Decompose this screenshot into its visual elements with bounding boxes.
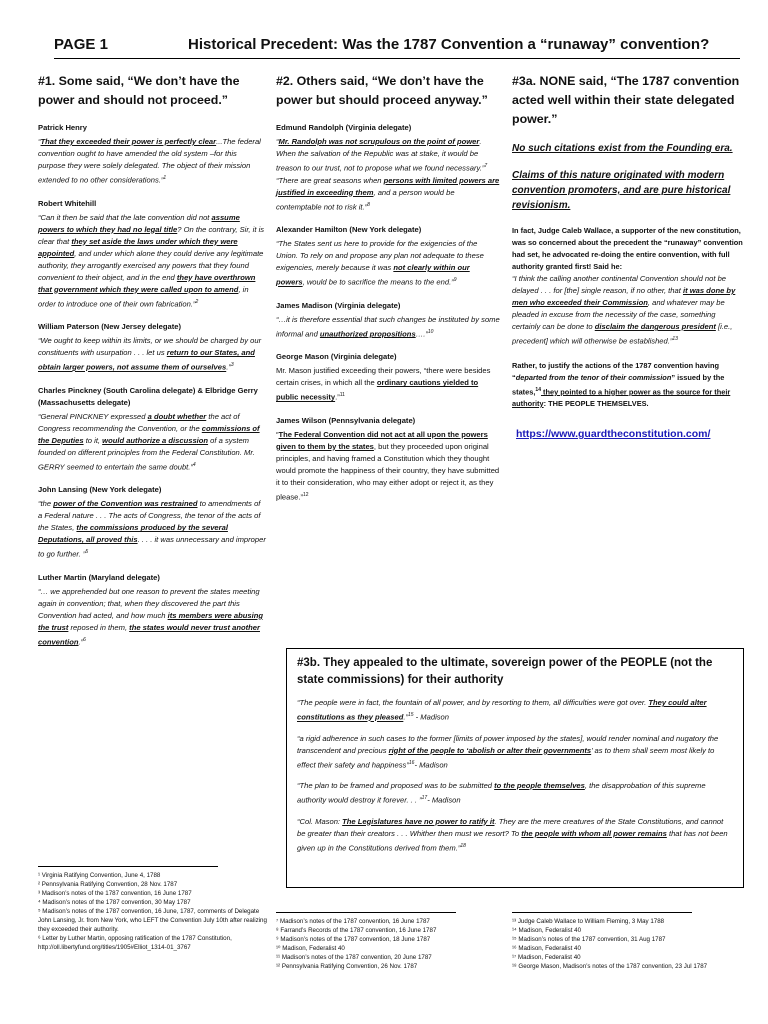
box-quote: “Col. Mason: The Legislatures have no power to ratify it. They are the mere creatures of the State Constitutions, and cannot be greater than their creators . . . Whither then must we resort? To the people with whom all power remains that has not been given up in the Constitutions derived from them.”$^{18}$	[297, 816, 728, 853]
speaker-name: Charles Pinckney (South Carolina delegate) & Elbridge Gerry (Massachusetts delegate)	[38, 385, 258, 407]
speaker-name: Luther Martin (Maryland delegate)	[38, 572, 160, 582]
section-3b-heading: #3b. They appealed to the ultimate, sovereign power of the PEOPLE (not the state commissions) for their authority	[297, 657, 713, 686]
speaker-quote: “That they exceeded their power is perfectly clear...The federal convention ought to have amended the old system –for this purpose they were solely delegated. The object of their mission extended to no other considerations.”$^1$	[38, 137, 261, 185]
entry-alexander-hamilton	[276, 224, 500, 289]
entry-pinckney-gerry	[38, 385, 266, 474]
footnote: ⁹ Madison’s notes of the 1787 convention, 18 June 1787	[276, 936, 431, 943]
footnote: ¹² Pennsylvania Ratifying Convention, 26 Nov. 1787	[276, 963, 418, 970]
footnote: ⁵ Madison’s notes of the 1787 convention, 16 June, 1787, comments of Delegate John Lansing, Jr. from New York, who LEFT the Convention July 10th after realizing they exceeded their authority.	[38, 908, 267, 933]
speaker-quote: “Can it then be said that the late convention did not assume powers to which they had no legal title? On the contrary, Sir, it is clear that they set aside the laws under which they were appointed, and under which alone they could derive any legitimate authority, they arrogantly exercised any powers that they found convenient to their object, and in the end they have overthrown that government which they were called upon to amend, in order to introduce one of their own fabrication.”$^2$	[38, 212, 265, 309]
wallace-quote: “I think the calling another continental Convention should not be delayed . . . for [the] single reason, if no other, that it was done by men who exceeded their Commission, and whatever may be pleaded in excuse from the necessity of the case, something certainly can be done to disclaim the dangerous president [i.e., precedent] which will otherwise be established.”$^{13}$	[512, 274, 736, 346]
revisionism-note: Claims of this nature originated with modern convention promoters, and are pure historical revisionism.	[512, 170, 731, 211]
entry-james-madison	[276, 300, 500, 341]
speaker-quote: “The States sent us here to provide for the exigencies of the Union. To rely on and propose any plan not adequate to these exigencies, merely because it was not clearly within our powers, would be to sacrifice the means to the end.”$^9$	[276, 239, 484, 287]
footnotes-column-3	[512, 912, 744, 971]
speaker-name: William Paterson (New Jersey delegate)	[38, 322, 182, 332]
box-quote: “The plan to be framed and proposed was to be submitted to the people themselves, the disapprobation of this supreme authority would destroy it forever. . . ”$^{17}$- Madison	[297, 781, 706, 805]
speaker-quote: “… we apprehended but one reason to prevent the states meeting again in convention; that, when they discovered the part this Convention had acted, and how much its members were abusing the trust reposed in them, the states would never trust another convention.”$^6$	[38, 586, 263, 647]
entry-edmund-randolph	[276, 122, 500, 213]
page-title: Historical Precedent: Was the 1787 Convention a “runaway” convention?	[188, 36, 710, 53]
footnote: ¹⁰ Madison, Federalist 40	[276, 945, 345, 952]
column-3	[512, 72, 744, 440]
entry-john-lansing	[38, 484, 266, 561]
speaker-quote: “We ought to keep within its limits, or we should be charged by our constituents with usurpation . . . let us return to our States, and obtain larger powers, not assume them of ourselves.”$^3$	[38, 336, 262, 372]
header-rule	[54, 58, 740, 59]
footnote: ¹⁵ Madison’s notes of the 1787 convention, 31 Aug 1787	[512, 936, 666, 943]
footnote: ¹⁴ Madison, Federalist 40	[512, 927, 582, 934]
footnote: ¹⁸ George Mason, Madison’s notes of the 1787 convention, 23 Jul 1787	[512, 963, 708, 970]
page-label: PAGE 1	[54, 36, 108, 53]
speaker-name: Edmund Randolph (Virginia delegate)	[276, 123, 412, 132]
speaker-quote: “the power of the Convention was restrained to amendments of a Federal nature . . . The acts of Congress, the tenor of the acts of the States, the commissions produced by the several Deputations, all proved this. . . . it was unnecessary and improper to go further. ”$^5$	[38, 499, 266, 559]
entry-luther-martin	[38, 572, 266, 649]
footnote: ² Pennsylvania Ratifying Convention, 28 Nov. 1787	[38, 881, 178, 888]
footnote: ¹⁶ Madison, Federalist 40	[512, 945, 581, 952]
footnote: ⁷ Madison’s notes of the 1787 convention, 16 June 1787	[276, 918, 430, 925]
speaker-name: Patrick Henry	[38, 123, 87, 132]
footnote-rule	[276, 912, 456, 913]
footnotes-column-1	[38, 866, 274, 952]
speaker-name: Alexander Hamilton (New York delegate)	[276, 225, 422, 235]
footnote: ¹³ Judge Caleb Wallace to William Fleming, 3 May 1788	[512, 918, 665, 925]
speaker-quote: “General PINCKNEY expressed a doubt whether the act of Congress recommending the Convention, or the commissions of the Deputies to it, would authorize a discussion of a system founded on different principles from the Federal Constitution. Mr. GERRY seemed to entertain the same doubt.”$^4$	[38, 411, 260, 472]
footnote-rule	[512, 912, 692, 913]
footnote: ³ Madison’s notes of the 1787 convention, 16 June 1787	[38, 890, 192, 897]
footnotes-column-2	[276, 912, 496, 971]
box-quote: “a rigid adherence in such cases to the former [limits of power imposed by the states], would render nominal and nugatory the transcendent and precious right of the people to ‘abolish or alter their governments’ as to them shall seem most likely to effect their safety and happiness”$^{16}$- Madison	[297, 733, 719, 770]
speaker-name: George Mason (Virginia delegate)	[276, 352, 397, 362]
footnote: ¹ Virginia Ratifying Convention, June 4, 1788	[38, 872, 161, 879]
speaker-name: Robert Whitehill	[38, 198, 97, 208]
footnote-url[interactable]: http://oll.libertyfund.org/titles/1905#Elliot_1314-01_3767	[38, 944, 191, 951]
speaker-name: James Madison (Virginia delegate)	[276, 300, 401, 310]
section-3b-box	[286, 648, 744, 888]
entry-william-paterson	[38, 321, 266, 374]
guard-the-constitution-link[interactable]: https://www.guardtheconstitution.com/	[516, 428, 711, 440]
entry-george-mason	[276, 351, 500, 404]
footnote: ¹¹ Madison’s notes of the 1787 convention, 20 June 1787	[276, 954, 432, 961]
footnote: ¹⁷ Madison, Federalist 40	[512, 954, 581, 961]
speaker-quote: “…it is therefore essential that such changes be instituted by some informal and unauthorized propositions….”$^{10}$	[276, 314, 500, 339]
column-2	[276, 72, 500, 514]
no-citations-note: No such citations exist from the Founding era.	[512, 143, 733, 154]
higher-power-paragraph: Rather, to justify the actions of the 1787 convention having “departed from the tenor of their commission” issued by the states,$^{14}$ they pointed to a higher power as the source for their authority: THE PEOPLE THEMSELVES.	[512, 360, 731, 408]
entry-patrick-henry	[38, 122, 266, 187]
footnote: ⁶ Letter by Luther Martin, opposing ratification of the 1787 Constitution,	[38, 935, 232, 942]
column-1	[38, 72, 266, 659]
footnote-rule	[38, 866, 218, 867]
column-1-heading: #1. Some said, “We don’t have the power and should not proceed.”	[38, 74, 240, 107]
speaker-quote: Mr. Mason justified exceeding their powers, “there were besides certain crises, in which all the ordinary cautions yielded to public necessity.”$^{11}$	[276, 366, 491, 402]
column-2-heading: #2. Others said, “We don’t have the power but should proceed anyway.”	[276, 74, 488, 107]
speaker-quote: “The Federal Convention did not act at all upon the powers given to them by the states, but they proceeded upon original principles, and having framed a Constitution which they thought would promote the happiness of their country, they have submitted it to their consideration, who may either adopt or reject it, as they please.”$^{12}$	[276, 429, 500, 502]
speaker-quote: “Mr. Randolph was not scrupulous on the point of power. When the salvation of the Republic was at stake, it would be treason to our trust, not to propose what we found necessary.”$^7$ “There are great seasons when persons with limited powers are justified in exceeding them, and a person would be contemptable not to risk it.”$^8$	[276, 137, 500, 212]
entry-james-wilson	[276, 415, 500, 504]
speaker-name: John Lansing (New York delegate)	[38, 485, 162, 495]
page-header	[54, 36, 744, 60]
column-3-heading: #3a. NONE said, “The 1787 convention acted well within their state delegated power.”	[512, 74, 740, 126]
speaker-name: James Wilson (Pennsylvania delegate)	[276, 415, 416, 425]
entry-robert-whitehill	[38, 198, 266, 311]
footnote: ⁸ Farrand’s Records of the 1787 convention, 16 June 1787	[276, 927, 437, 934]
wallace-intro: In fact, Judge Caleb Wallace, a supporter of the new constitution, was so concerned about the precedent the “runaway” convention had set, he advocated re-doing the entire convention, with full authority granted first! Said he:	[512, 226, 743, 271]
box-quote: “The people were in fact, the fountain of all power, and by resorting to them, all difficulties were got over. They could alter constitutions as they pleased.”$^{15}$ - Madison	[297, 698, 707, 722]
footnote: ⁴ Madison’s notes of the 1787 convention, 30 May 1787	[38, 899, 191, 906]
